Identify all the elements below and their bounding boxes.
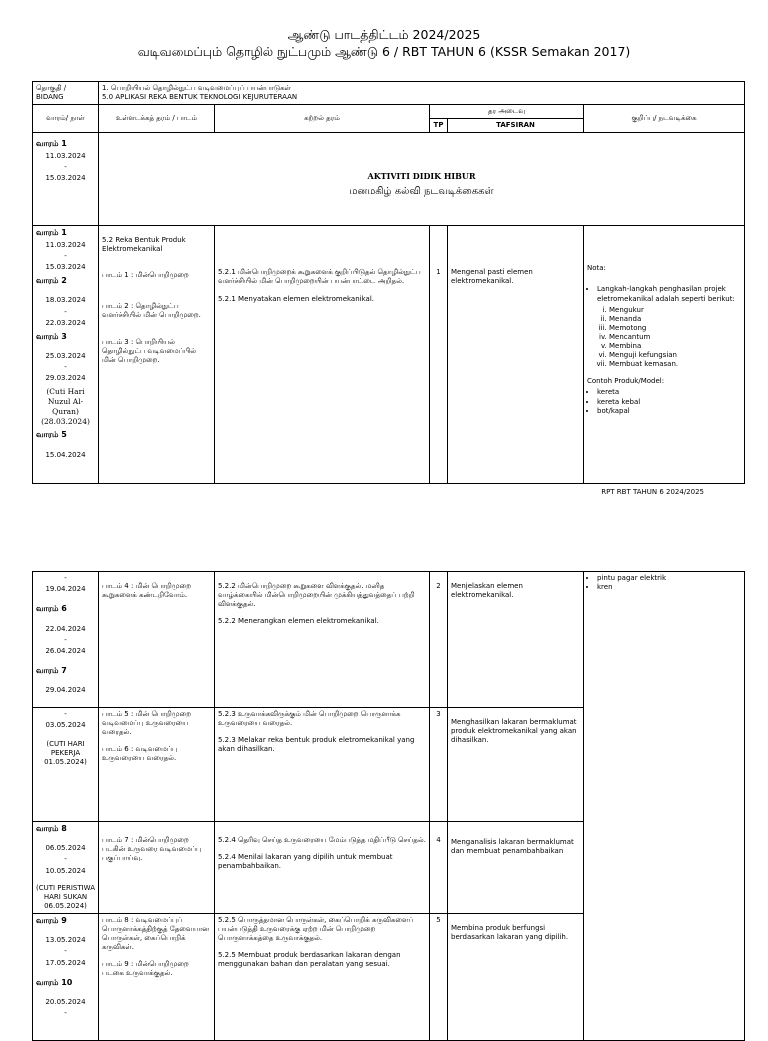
- learning-standard: 5.2.4 Menilai lakaran yang dipilih untuk membuat penambahbaikan.: [218, 853, 393, 871]
- example-item: • kereta: [597, 388, 741, 397]
- date-dash: -: [64, 947, 67, 956]
- tp-cell: [430, 708, 448, 822]
- week-date-from: 29.04.2024: [45, 686, 86, 695]
- week-label: வாரம் 5: [36, 430, 67, 440]
- col-week-header: வாரம்/ நாள்: [33, 105, 99, 133]
- week-date-from: 06.05.2024: [45, 844, 86, 853]
- col-level-header: தர அடைவு: [430, 105, 584, 119]
- learning-cell: [215, 913, 430, 1040]
- banner-cell: [99, 133, 745, 226]
- week-date-from: 25.03.2024: [45, 352, 86, 361]
- tafsiran-value: Menjelaskan elemen elektromekanikal.: [451, 582, 523, 600]
- notes-step: vi. Menguji kefungsian: [609, 351, 741, 360]
- tafsiran-value: Membina produk berfungsi berdasarkan lakaran yang dipilih.: [451, 923, 569, 942]
- week-date-to: 17.05.2024: [45, 958, 86, 967]
- week-date-from: 11.03.2024: [45, 151, 86, 160]
- content-cell: [99, 708, 215, 822]
- learning-cell: [215, 822, 430, 914]
- lesson-row: [33, 572, 745, 708]
- learning-standard: 5.2.3 உருவாக்கவிருக்கும் மின் பொறிமுறை பொருளாக்க உருவரையை வரைதல்.: [218, 710, 401, 728]
- tafsiran-value: Menganalisis lakaran bermaklumat dan membuat penambahbaikan: [451, 838, 574, 856]
- tafsiran-cell: [448, 822, 584, 914]
- learning-standard: 5.2.5 பொருத்தமான பொருள்கள், கைப்பொறிக் கருவிகளைப் பயன்படுத்தி உருவரைக்கு ஏற்ற மின் பொறிமுறை பொருளாக்கத்தை உருவாக்குதல்.: [218, 915, 414, 943]
- holiday-note: (CUTI PERISTIWA HARI SUKAN 06.05.2024): [36, 883, 95, 910]
- week-date-from: 13.05.2024: [45, 936, 86, 945]
- date-dash: -: [64, 1009, 67, 1018]
- notes-step: v. Membina: [609, 342, 741, 351]
- week-cell: [33, 708, 99, 822]
- scheme-table-page2: [32, 571, 745, 1041]
- notes-step: vii. Membuat kemasan.: [609, 360, 741, 369]
- notes-title: Nota:: [587, 264, 606, 273]
- week-label: வாரம் 3: [36, 331, 67, 341]
- bidang-line1: 1. பொறியியல் தொழில்நுட்ப வடிவமைப்புப் பயன்பாடுகள்: [102, 84, 291, 92]
- lesson-2: பாடம் 2 : தொழில்நுட்ப வளர்ச்சியில் மின் பொறிமுறை.: [102, 301, 201, 319]
- learning-standard: 5.2.2 மின்பொறிமுறை கூறுகளை விளக்குதல். மனித வாழ்க்கையில் மின்பொறிமுறையின் முக்கியத்துவத்தைப் பற்றி விளக்குதல்.: [218, 582, 415, 609]
- week-label: வாரம் 9: [36, 915, 67, 925]
- examples-title: Contoh Produk/Model:: [587, 377, 665, 386]
- notes-cell: [584, 226, 745, 484]
- week-cell: [33, 913, 99, 1040]
- date-dash: -: [64, 162, 67, 171]
- scheme-table-page1: [32, 81, 745, 484]
- banner-title: AKTIVITI DIDIK HIBUR: [367, 171, 476, 182]
- learning-standard: 5.2.1 மின்பொறிமுறைக் கூறுகளைக் குறிப்பிடுதல் தொழில்நுட்ப வளர்ச்சியில் மின் பொறிமுறையின் பயன்பாட்டை அறிதல்.: [218, 268, 421, 286]
- tafsiran-cell: [448, 572, 584, 708]
- lesson-8: பாடம் 8 : வடிவமைப்புப் பொருளாக்கத்திற்குத் தேவையான பொருள்கள், கைப்பொறிக் கருவிகள்.: [102, 915, 210, 952]
- bidang-line2: 5.0 APLIKASI REKA BENTUK TEKNOLOGI KEJURUTERAAN: [102, 93, 298, 102]
- week-label: வாரம் 1: [36, 228, 67, 238]
- lesson-9: பாடம் 9 : மின்பொறிமுறை படகை உருவாக்குதல்.: [102, 960, 189, 978]
- learning-standard: 5.2.1 Menyatakan elemen elektromekanikal.: [218, 294, 374, 303]
- week-date-to: 26.04.2024: [45, 646, 86, 655]
- tp-cell: [430, 913, 448, 1040]
- week-label: வாரம் 8: [36, 824, 67, 833]
- content-standard: 5.2 Reka Bentuk Produk Elektromekanikal: [102, 236, 186, 254]
- notes-step: ii. Menanda: [609, 315, 741, 324]
- notes-steps-intro: • Langkah-langkah penghasilan projek eletromekanikal adalah seperti berikut:: [597, 285, 741, 303]
- week-date-to: 29.03.2024: [45, 374, 86, 383]
- col-tp-header: TP: [430, 119, 448, 133]
- week-date-to: 15.03.2024: [45, 173, 86, 182]
- week-label: வாரம் 10: [36, 977, 73, 987]
- tafsiran-cell: [448, 708, 584, 822]
- example-item: • pintu pagar elektrik: [597, 574, 741, 583]
- week-cell: [33, 226, 99, 484]
- tafsiran-value: Menghasilkan lakaran bermaklumat produk elektromekanikal yang akan dihasilkan.: [451, 718, 577, 745]
- lesson-6: பாடம் 6 : வடிவமைப்பு உருவரையை வரைதல்.: [102, 745, 178, 763]
- week-date-from: 20.05.2024: [45, 998, 86, 1007]
- week-date-to: 15.03.2024: [45, 262, 86, 271]
- col-notes-header: குறிப்பு/ நடவடிக்கை: [584, 105, 745, 133]
- learning-cell: [215, 572, 430, 708]
- date-dash: -: [64, 251, 67, 260]
- date-dash: -: [64, 574, 67, 582]
- week-date-to: 22.03.2024: [45, 318, 86, 327]
- notes-cell: [584, 572, 745, 1041]
- banner-week-cell: [33, 133, 99, 226]
- bidang-row: [33, 82, 745, 105]
- banner-row: [33, 133, 745, 226]
- tp-cell: [430, 226, 448, 484]
- tp-value: 1: [436, 268, 441, 277]
- lesson-5: பாடம் 5 : மின் பொறிமுறை வடிவமைப்பு உருவரையை வரைதல்.: [102, 710, 191, 737]
- week-label: வாரம் 6: [36, 604, 67, 614]
- tp-value: 2: [436, 582, 441, 590]
- week-date-to: 03.05.2024: [45, 721, 86, 730]
- learning-standard: 5.2.5 Membuat produk berdasarkan lakaran dengan menggunakan bahan dan peralatan yang sesuai.: [218, 951, 401, 969]
- page-title: ஆண்டு பாடத்திட்டம் 2024/2025: [287, 27, 481, 42]
- learning-cell: [215, 226, 430, 484]
- tp-value: 3: [436, 710, 441, 718]
- tafsiran-cell: [448, 226, 584, 484]
- week-label: வாரம் 7: [36, 665, 67, 675]
- date-dash: -: [64, 307, 67, 316]
- example-item: • kren: [597, 583, 741, 592]
- example-item: • bot/kapal: [597, 407, 741, 416]
- content-cell: [99, 226, 215, 484]
- date-dash: -: [64, 710, 67, 718]
- week-label: வாரம் 2: [36, 276, 67, 286]
- page-subtitle: வடிவமைப்பும் தொழில் நுட்பமும் ஆண்டு 6 / RBT TAHUN 6 (KSSR Semakan 2017): [137, 44, 631, 59]
- lesson-1: பாடம் 1 : மின்பொறிமுறை: [102, 270, 189, 279]
- holiday-note: (Cuti Hari Nuzul Al-Quran) (28.03.2024): [41, 387, 90, 426]
- content-cell: [99, 572, 215, 708]
- week-date-to: 10.05.2024: [45, 866, 86, 875]
- notes-steps-list: [609, 306, 741, 370]
- date-dash: -: [64, 855, 67, 864]
- content-cell: [99, 913, 215, 1040]
- tp-cell: [430, 572, 448, 708]
- learning-standard: 5.2.2 Menerangkan elemen elektromekanikal.: [218, 617, 379, 626]
- week-date-to: 19.04.2024: [45, 585, 86, 594]
- bidang-label: தொகுதி / BIDANG: [33, 82, 99, 105]
- header-row: [33, 105, 745, 119]
- week-date-from: 22.04.2024: [45, 624, 86, 633]
- week-cell: [33, 572, 99, 708]
- holiday-note: (CUTI HARI PEKERJA 01.05.2024): [44, 740, 87, 767]
- col-learning-header: கற்றல் தரம்: [215, 105, 430, 133]
- week-label: வாரம் 1: [36, 139, 67, 149]
- tp-cell: [430, 822, 448, 914]
- notes-step: iv. Mencantum: [609, 333, 741, 342]
- lesson-3: பாடம் 3 : பொறியியல் தொழில்நுட்ப வடிவமைப்பில் மின் பொறிமுறை.: [102, 337, 197, 365]
- page-footer: RPT RBT TAHUN 6 2024/2025: [601, 488, 704, 496]
- week-cell: [33, 822, 99, 914]
- learning-cell: [215, 708, 430, 822]
- tafsiran-value: Mengenal pasti elemen elektromekanikal.: [451, 268, 533, 286]
- week-date-from: 15.04.2024: [45, 450, 86, 459]
- content-cell: [99, 822, 215, 914]
- week-date-from: 11.03.2024: [45, 240, 86, 249]
- lesson-4: பாடம் 4 : மின் பொறிமுறை கூறுகளைக் கண்டறிவோம்.: [102, 582, 191, 600]
- col-content-header: உள்ளடக்கத் தரம் / பாடம்: [99, 105, 215, 133]
- notes-step: i. Mengukur: [609, 306, 741, 315]
- learning-standard: 5.2.4 தெரிவு செய்த உருவரையை மேம்படுத்த மதிப்பீடு செய்தல்.: [218, 836, 426, 844]
- bidang-value: [99, 82, 745, 105]
- banner-subtitle: மனமகிழ் கல்வி நடவடிக்கைகள்: [349, 185, 494, 197]
- week-date-from: 18.03.2024: [45, 296, 86, 305]
- col-tafsiran-header: TAFSIRAN: [448, 119, 584, 133]
- date-dash: -: [64, 635, 67, 644]
- lesson-row: [33, 226, 745, 484]
- tp-value: 4: [436, 836, 441, 844]
- tp-value: 5: [436, 915, 441, 924]
- lesson-7: பாடம் 7 : மின்பொறிமுறை படகின் உருவரை வடிவமைப்பு பகுப்பாய்வு.: [102, 836, 202, 863]
- tafsiran-cell: [448, 913, 584, 1040]
- learning-standard: 5.2.3 Melakar reka bentuk produk eletromekanikal yang akan dihasilkan.: [218, 736, 415, 754]
- example-item: • kereta kebal: [597, 398, 741, 407]
- notes-step: iii. Memotong: [609, 324, 741, 333]
- date-dash: -: [64, 363, 67, 372]
